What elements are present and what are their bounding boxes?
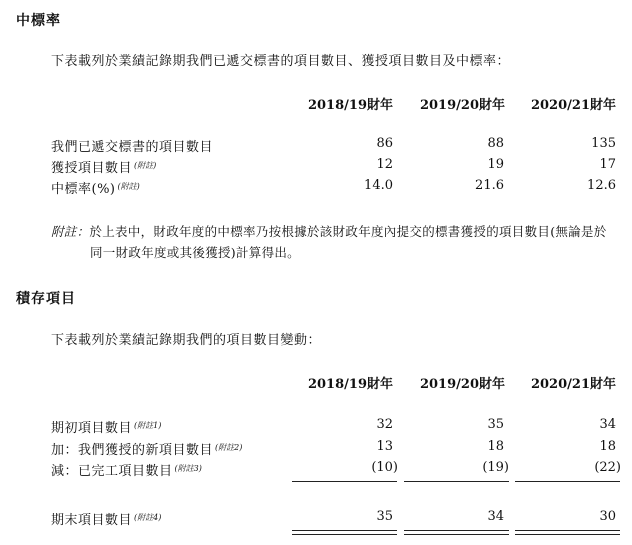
cell-value: 17 [599,157,616,172]
footnote-continuation: 同一財政年度或其後獲授)計算得出。 [90,245,300,260]
cell-value: (19) [482,460,509,475]
row-label [51,136,213,155]
cell-value: 13 [376,439,393,454]
subtotal-rule [292,481,397,482]
cell-value: 35 [376,509,393,524]
cell-value: 12.6 [587,178,616,193]
cell-value: 32 [376,417,393,432]
cell-value: 18 [599,439,616,454]
row-label-text: 期末項目數目 [51,513,133,528]
col-header-fy1819: 2018/19財年 [307,377,393,392]
row-label-text: 中標率(%) [51,182,116,197]
cell-value: (10) [371,460,398,475]
total-double-rule [515,530,620,535]
cell-value: 12 [376,157,393,172]
row-label [51,439,242,458]
cell-value: 19 [487,157,504,172]
row-label-text: 獲授項目數目 [51,161,133,176]
col-header-fy1920: 2019/20財年 [419,98,505,113]
row-label [51,417,161,436]
cell-value: 18 [487,439,504,454]
cell-value: 35 [487,417,504,432]
row-label [51,460,202,479]
note-ref: (附註) [117,182,140,191]
cell-value: 30 [599,509,616,524]
row-label-text: 加：我們獲授的新項目數目 [51,443,214,458]
col-header-fy1819: 2018/19財年 [307,98,393,113]
subtotal-rule [515,481,620,482]
row-label-text: 我們已遞交標書的項目數目 [51,140,214,155]
col-header-fy2021: 2020/21財年 [530,98,616,113]
row-label [51,178,140,197]
row-label-text: 期初項目數目 [51,421,133,436]
note-ref: (附註2) [215,443,243,452]
row-label [51,157,156,176]
note-ref: (附註3) [174,464,202,473]
footnote-line1: 於上表中，財政年度的中標率乃按根據於該財政年度內提交的標書獲授的項目數目(無論是於 [89,224,607,239]
section-title-backlog: 積存項目 [16,291,76,307]
col-header-fy2021: 2020/21財年 [530,377,616,392]
footnote-lead: 附註： [51,224,90,239]
cell-value: 34 [487,509,504,524]
note-ref: (附註4) [134,513,162,522]
cell-value: 135 [591,136,616,151]
subtotal-rule [404,481,509,482]
footnote [51,222,607,240]
backlog-intro: 下表載列於業績記錄期我們的項目數目變動： [51,333,322,348]
col-header-fy1920: 2019/20財年 [419,377,505,392]
note-ref: (附註1) [134,421,162,430]
section-title-win-rate: 中標率 [16,13,61,29]
cell-value: 14.0 [364,178,393,193]
total-double-rule [404,530,509,535]
cell-value: (22) [594,460,621,475]
cell-value: 34 [599,417,616,432]
win-rate-intro: 下表載列於業績記錄期我們已遞交標書的項目數目、獲授項目數目及中標率： [51,54,511,69]
total-double-rule [292,530,397,535]
cell-value: 88 [487,136,504,151]
note-ref: (附註) [134,161,157,170]
row-label [51,509,161,528]
cell-value: 21.6 [475,178,504,193]
row-label-text: 減：已完工項目數目 [51,464,173,479]
cell-value: 86 [376,136,393,151]
